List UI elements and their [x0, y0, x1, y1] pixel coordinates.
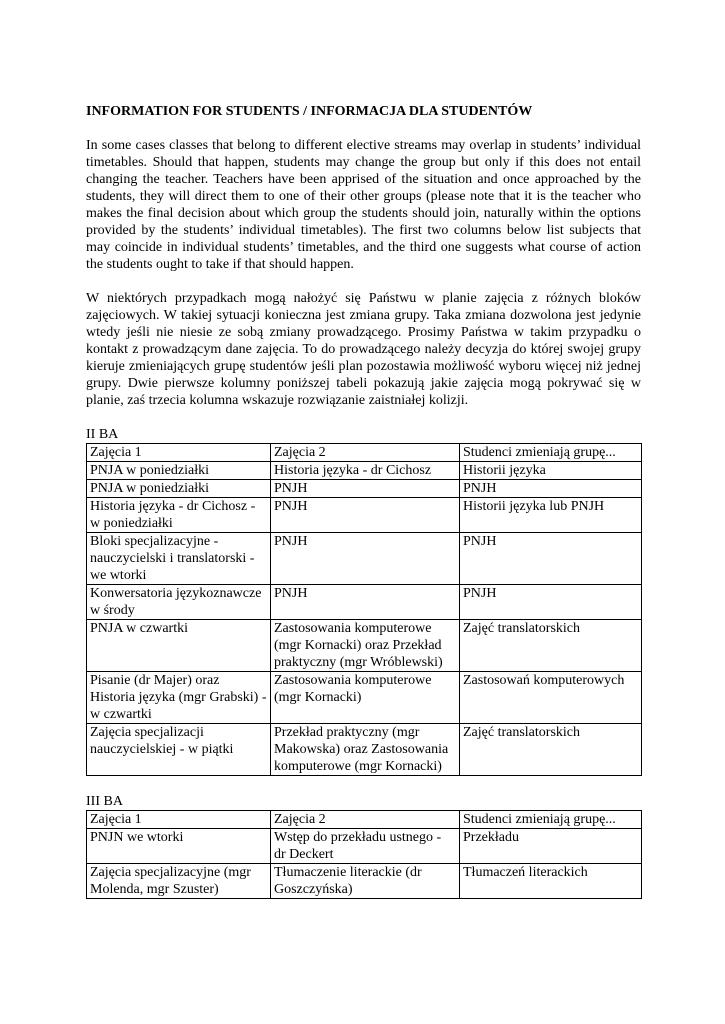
table-cell: Historia języka - dr Cichosz — [271, 462, 460, 480]
section-label-3ba: III BA — [86, 794, 123, 809]
document-heading: INFORMATION FOR STUDENTS / INFORMACJA DLA STUDENTÓW — [86, 104, 533, 119]
table-cell: Zajęć translatorskich — [460, 724, 642, 776]
paragraph-polish: W niektórych przypadkach mogą nałożyć się Państwu w planie zajęcia z różnych bloków zajęciowych. W takiej sytuacji konieczna jest zmiana grupy. Taka zmiana dozwolona jest jedynie wtedy jeśli nie niesie ze sobą zmiany prowadzącego. Prosimy Państwa w takim przypadku o kontakt z prowadzącym dane zajęcia. To do prowadzącego należy decyzja do której swojej grupy kieruje zmieniających grupę studentów jeśli plan pozostawia możliwość wyboru więcej niż jednej grupy. Dwie pierwsze kolumny poniższej tabeli pokazują jakie zajęcia mogą pokrywać się w planie, zaś trzecia kolumna wskazuje rozwiązanie zaistniałej kolizji. — [86, 291, 641, 408]
table-cell: Zastosowania komputerowe (mgr Kornacki) oraz Przekład praktyczny (mgr Wróblewski) — [271, 620, 460, 672]
section-label-2ba: II BA — [86, 427, 119, 442]
table-cell: PNJA w poniedziałki — [87, 480, 271, 498]
header-cell: Zajęcia 2 — [271, 444, 460, 462]
table-row — [87, 829, 642, 864]
table-cell: PNJH — [460, 585, 642, 620]
table-row — [87, 498, 642, 533]
spacer — [86, 776, 641, 793]
table-cell: PNJH — [271, 585, 460, 620]
table-row — [87, 533, 642, 585]
table-cell: PNJH — [460, 533, 642, 585]
table-cell: Zajęcia specjalizacji nauczycielskiej - w piątki — [87, 724, 271, 776]
table-cell: Zajęcia specjalizacyjne (mgr Molenda, mgr Szuster) — [87, 864, 271, 899]
table-row — [87, 864, 642, 899]
table-row — [87, 672, 642, 724]
table-cell: Zastosowania komputerowe (mgr Kornacki) — [271, 672, 460, 724]
header-cell: Studenci zmieniają grupę... — [460, 811, 642, 829]
table-cell: PNJA w poniedziałki — [87, 462, 271, 480]
table-header-row — [87, 444, 642, 462]
table-cell: PNJH — [460, 480, 642, 498]
table-cell: Tłumaczenie literackie (dr Goszczyńska) — [271, 864, 460, 899]
table-3ba — [86, 810, 642, 899]
table-cell: Konwersatoria językoznawcze w środy — [87, 585, 271, 620]
table-cell: Przekładu — [460, 829, 642, 864]
table-cell: PNJH — [271, 533, 460, 585]
header-cell: Zajęcia 1 — [87, 811, 271, 829]
table-cell: Zajęć translatorskich — [460, 620, 642, 672]
table-header-row — [87, 811, 642, 829]
table-cell: PNJH — [271, 480, 460, 498]
table-cell: Wstęp do przekładu ustnego - dr Deckert — [271, 829, 460, 864]
table-cell: Historii języka lub PNJH — [460, 498, 642, 533]
table-row — [87, 724, 642, 776]
table-cell: PNJN we wtorki — [87, 829, 271, 864]
header-cell: Zajęcia 2 — [271, 811, 460, 829]
table-cell: Historii języka — [460, 462, 642, 480]
table-cell: Przekład praktyczny (mgr Makowska) oraz Zastosowania komputerowe (mgr Kornacki) — [271, 724, 460, 776]
table-row — [87, 480, 642, 498]
table-row — [87, 620, 642, 672]
table-cell: PNJH — [271, 498, 460, 533]
table-cell: Bloki specjalizacyjne - nauczycielski i translatorski - we wtorki — [87, 533, 271, 585]
table-cell: PNJA w czwartki — [87, 620, 271, 672]
header-cell: Zajęcia 1 — [87, 444, 271, 462]
table-cell: Historia języka - dr Cichosz - w poniedziałki — [87, 498, 271, 533]
paragraph-english: In some cases classes that belong to different elective streams may overlap in students’ individual timetables. Should that happen, students may change the group but only if this does not entail changing the teacher. Teachers have been apprised of the situation and once approached by the students, they will direct them to one of their other groups (please note that it is the teacher who makes the final decision about which group the students should join, naturally within the options provided by the students’ individual timetables). The first two columns below list subjects that may coincide in individual students’ timetables, and the third one suggests what course of action the students ought to take if that should happen. — [86, 138, 641, 272]
table-cell: Tłumaczeń literackich — [460, 864, 642, 899]
table-cell: Zastosowań komputerowych — [460, 672, 642, 724]
table-row — [87, 462, 642, 480]
table-row — [87, 585, 642, 620]
document-page — [86, 103, 641, 899]
header-cell: Studenci zmieniają grupę... — [460, 444, 642, 462]
table-2ba — [86, 443, 642, 776]
table-cell: Pisanie (dr Majer) oraz Historia języka (mgr Grabski) - w czwartki — [87, 672, 271, 724]
